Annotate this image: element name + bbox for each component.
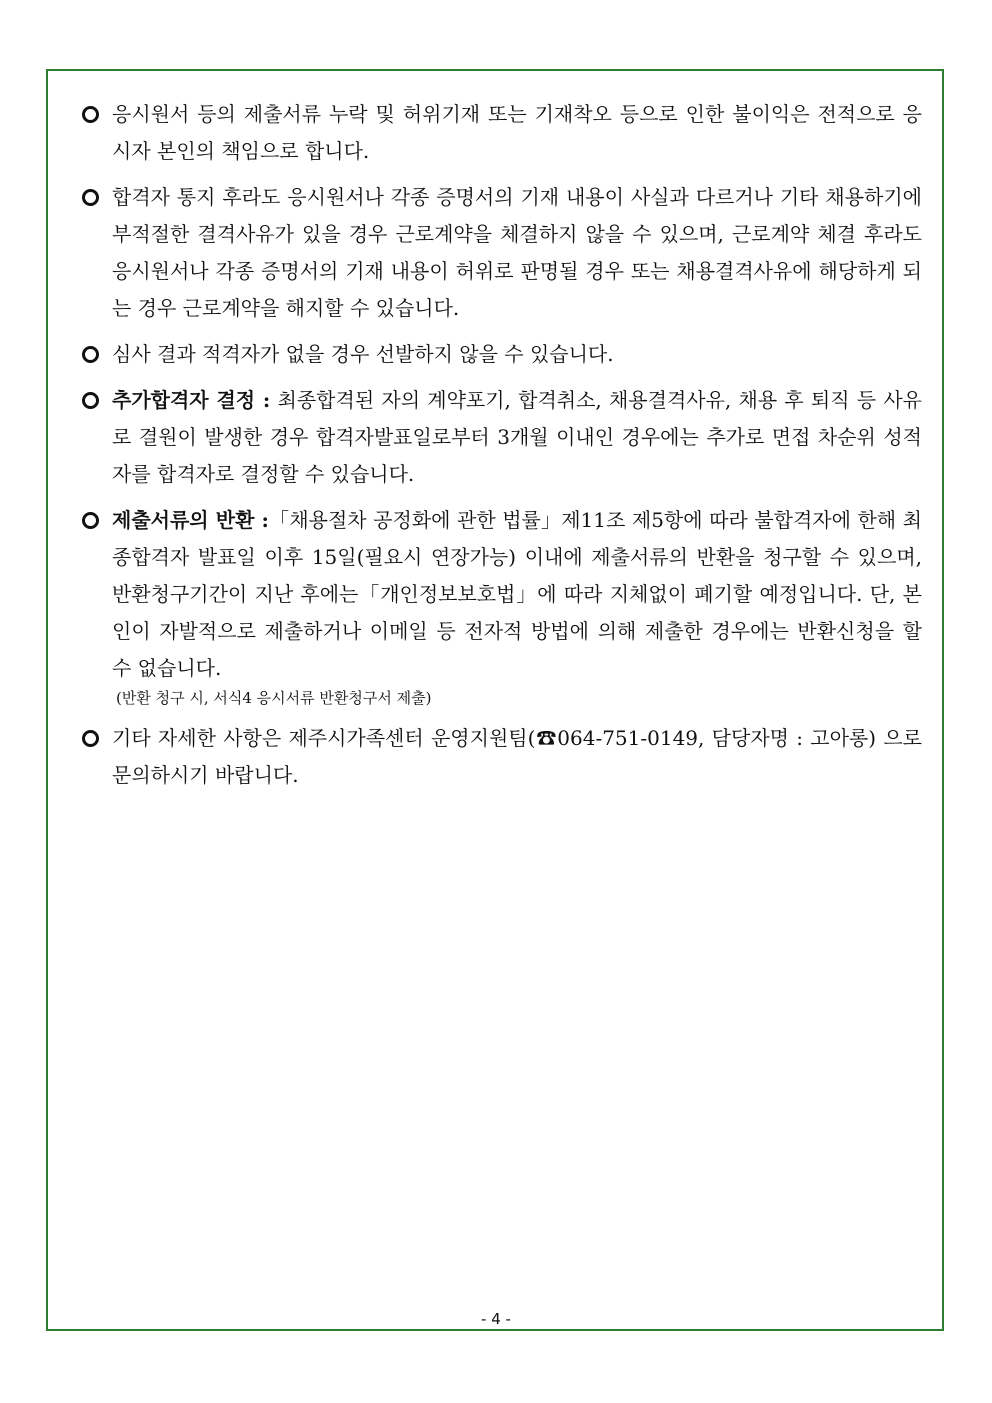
list-item: [80, 179, 922, 327]
item-note: (반환 청구 시, 서식4 응시서류 반환청구서 제출): [116, 689, 432, 707]
item-lead: 제출서류의 반환 :: [112, 508, 269, 532]
item-text: 기타 자세한 사항은 제주시가족센터 운영지원팀(☎064-751-0149, 담당자명 : 고아롱) 으로 문의하시기 바랍니다.: [112, 726, 922, 787]
list-item: [80, 382, 922, 493]
circle-bullet-icon: [82, 512, 99, 529]
circle-bullet-icon: [82, 730, 99, 747]
notice-list: [80, 96, 922, 803]
item-lead: 추가합격자 결정 :: [112, 388, 271, 412]
circle-bullet-icon: [82, 392, 99, 409]
list-item: [80, 336, 922, 373]
item-text: 심사 결과 적격자가 없을 경우 선발하지 않을 수 있습니다.: [112, 342, 614, 366]
circle-bullet-icon: [82, 346, 99, 363]
list-item: [80, 502, 922, 711]
item-text: 합격자 통지 후라도 응시원서나 각종 증명서의 기재 내용이 사실과 다르거나 기타 채용하기에 부적절한 결격사유가 있을 경우 근로계약을 체결하지 않을 수 있으며, 근로계약 체결 후라도 응시원서나 각종 증명서의 기재 내용이 허위로 판명될 경우 또는 채용결격사유에 해당하게 되는 경우 근로계약을 해지할 수 있습니다.: [112, 185, 922, 320]
circle-bullet-icon: [82, 189, 99, 206]
list-item: [80, 96, 922, 170]
list-item: [80, 720, 922, 794]
page-number: - 4 -: [481, 1310, 511, 1328]
circle-bullet-icon: [82, 106, 99, 123]
item-text: 응시원서 등의 제출서류 누락 및 허위기재 또는 기재착오 등으로 인한 불이익은 전적으로 응시자 본인의 책임으로 합니다.: [112, 102, 922, 163]
item-text: 최종합격된 자의 계약포기, 합격취소, 채용결격사유, 채용 후 퇴직 등 사유로 결원이 발생한 경우 합격자발표일로부터 3개월 이내인 경우에는 추가로 면접 차순위 성적자를 합격자로 결정할 수 있습니다.: [112, 388, 922, 486]
item-text: 「채용절차 공정화에 관한 법률」제11조 제5항에 따라 불합격자에 한해 최종합격자 발표일 이후 15일(필요시 연장가능) 이내에 제출서류의 반환을 청구할 수 있으며, 반환청구기간이 지난 후에는「개인정보보호법」에 따라 지체없이 폐기할 예정입니다. 단, 본인이 자발적으로 제출하거나 이메일 등 전자적 방법에 의해 제출한 경우에는 반환신청을 할 수 없습니다.: [112, 508, 922, 680]
